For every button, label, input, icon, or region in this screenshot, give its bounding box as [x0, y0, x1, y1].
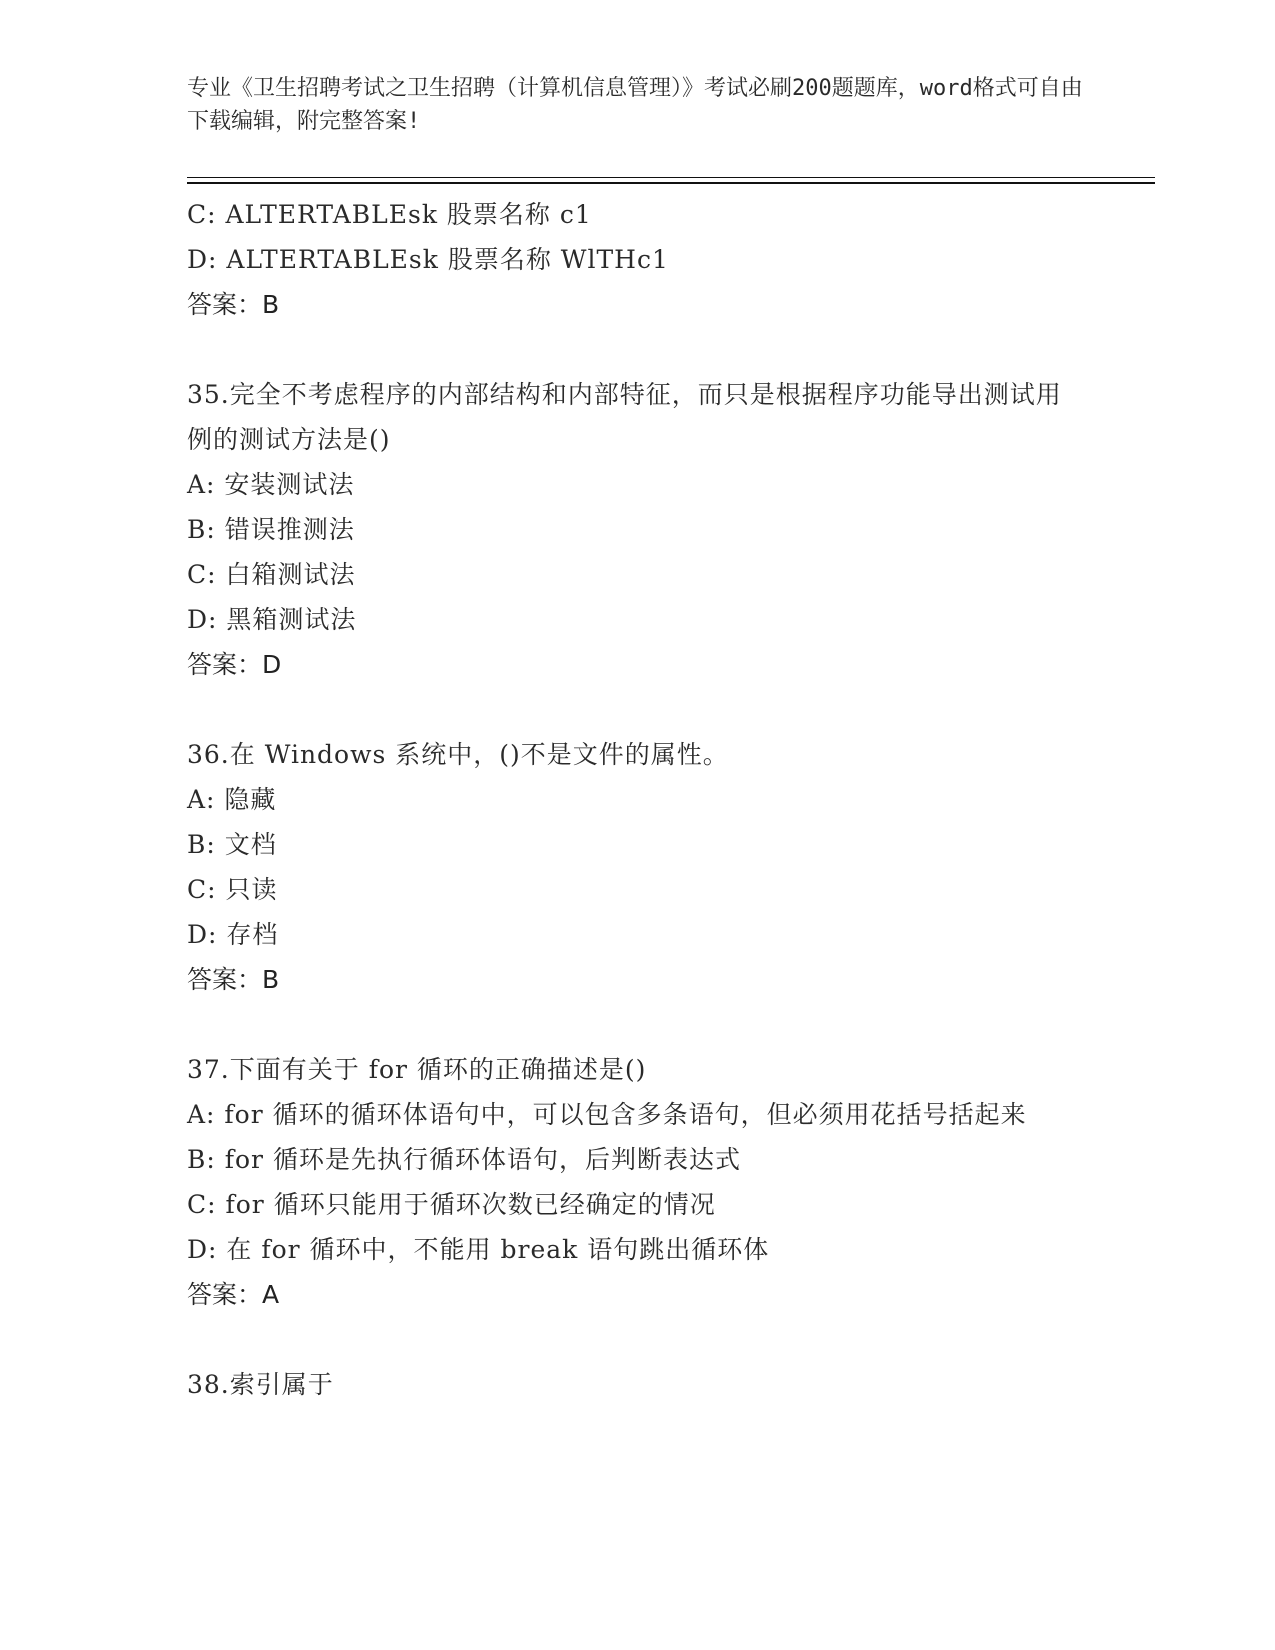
question-35	[187, 372, 1087, 687]
answer-line: 答案：A	[187, 1280, 280, 1309]
document-header: 专业《卫生招聘考试之卫生招聘（计算机信息管理）》考试必刷200题题库，word格式可自由下载编辑，附完整答案!	[187, 76, 1083, 134]
option-c: C: for 循环只能用于循环次数已经确定的情况	[187, 1190, 716, 1219]
question-38	[187, 1362, 1087, 1407]
header-divider-thick	[187, 182, 1155, 184]
question-36	[187, 732, 1087, 1002]
spacer	[187, 327, 1087, 372]
question-text: 38.索引属于	[187, 1370, 334, 1399]
spacer	[187, 687, 1087, 732]
document-body	[187, 192, 1087, 1407]
option-d: D: 存档	[187, 920, 279, 949]
option-c: C: ALTERTABLEsk 股票名称 c1	[187, 200, 592, 229]
question-37	[187, 1047, 1087, 1317]
previous-question-tail	[187, 192, 1087, 327]
option-c: C: 只读	[187, 875, 278, 904]
option-b: B: 错误推测法	[187, 515, 355, 544]
answer-line: 答案：D	[187, 650, 282, 679]
option-a: A: 安装测试法	[187, 470, 355, 499]
question-text: 35.完全不考虑程序的内部结构和内部特征，而只是根据程序功能导出测试用例的测试方法是()	[187, 380, 1062, 454]
option-c: C: 白箱测试法	[187, 560, 356, 589]
option-b: B: for 循环是先执行循环体语句，后判断表达式	[187, 1145, 741, 1174]
header-divider-thin	[187, 177, 1155, 178]
answer-line: 答案：B	[187, 290, 280, 319]
question-text: 36.在 Windows 系统中，()不是文件的属性。	[187, 740, 729, 769]
spacer	[187, 1317, 1087, 1362]
option-a: A: for 循环的循环体语句中，可以包含多条语句，但必须用花括号括起来	[187, 1100, 1027, 1129]
spacer	[187, 1002, 1087, 1047]
answer-line: 答案：B	[187, 965, 280, 994]
option-d: D: ALTERTABLEsk 股票名称 WlTHc1	[187, 245, 669, 274]
option-a: A: 隐藏	[187, 785, 277, 814]
question-text: 37.下面有关于 for 循环的正确描述是()	[187, 1055, 647, 1084]
option-d: D: 在 for 循环中，不能用 break 语句跳出循环体	[187, 1235, 770, 1264]
option-d: D: 黑箱测试法	[187, 605, 357, 634]
option-b: B: 文档	[187, 830, 277, 859]
